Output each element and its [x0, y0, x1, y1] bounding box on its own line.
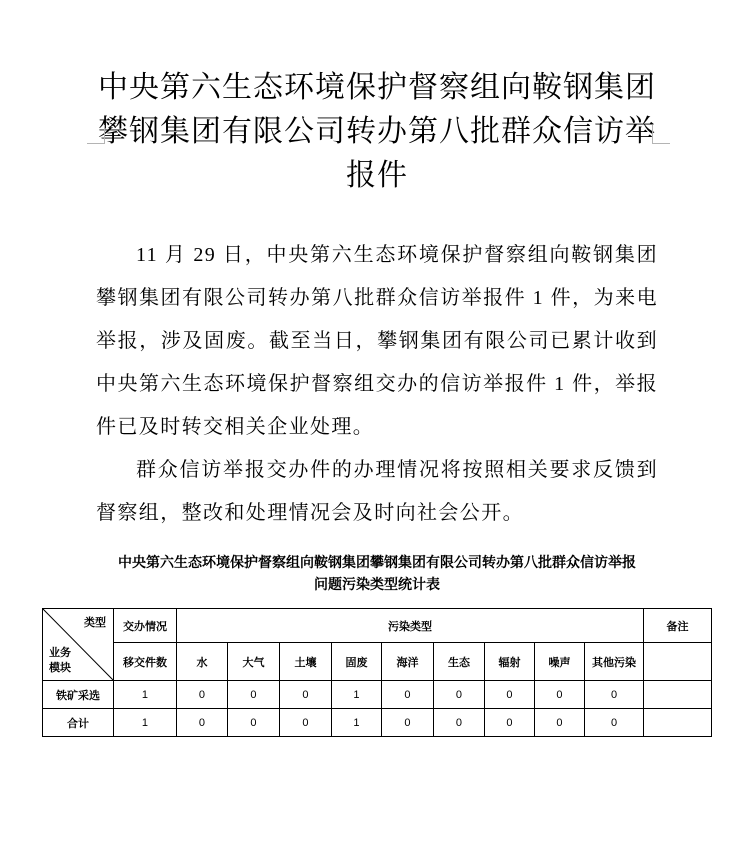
column-header-soil: 土壤 — [279, 643, 331, 681]
data-cell: 0 — [381, 709, 433, 737]
data-cell: 0 — [433, 709, 484, 737]
column-header-water: 水 — [176, 643, 227, 681]
data-cell: 0 — [176, 709, 227, 737]
remark-cell — [644, 709, 712, 737]
remark-subheader-cell — [644, 643, 712, 681]
page — [0, 66, 754, 859]
data-cell: 0 — [433, 681, 484, 709]
data-cell: 1 — [113, 681, 176, 709]
pollution-stats-table — [42, 608, 712, 737]
row-label: 合计 — [42, 709, 113, 737]
document-title: 中央第六生态环境保护督察组向鞍钢集团攀钢集团有限公司转办第八批群众信访举报件 — [98, 71, 656, 192]
margin-corner-mark-right — [652, 125, 670, 144]
data-cell: 1 — [113, 709, 176, 737]
data-cell: 1 — [331, 709, 381, 737]
table-caption: 中央第六生态环境保护督察组向鞍钢集团攀钢集团有限公司转办第八批群众信访举报问题污染类型统计表 — [118, 554, 636, 592]
data-cell: 0 — [584, 709, 643, 737]
corner-top-label: 类型 — [83, 617, 106, 629]
document-body — [96, 234, 658, 535]
header-remark: 备注 — [644, 609, 712, 643]
column-header-noise: 噪声 — [534, 643, 584, 681]
header-transfer-status: 交办情况 — [113, 609, 176, 643]
data-cell: 0 — [381, 681, 433, 709]
body-paragraph-1: 11 月 29 日，中央第六生态环境保护督察组向鞍钢集团攀钢集团有限公司转办第八批群众信访举报件 1 件，为来电举报，涉及固废。截至当日，攀钢集团有限公司已累计收到中央第六生态环境保护督察组交办的信访举报件 1 件，举报件已及时转交相关企业处理。 — [96, 244, 658, 438]
corner-bottom-label: 业务模块 — [48, 647, 71, 675]
body-paragraph-2: 群众信访举报交办件的办理情况将按照相关要求反馈到督察组，整改和处理情况会及时向社会公开。 — [96, 459, 658, 524]
column-header-solid-waste: 固废 — [331, 643, 381, 681]
column-header-ecology: 生态 — [433, 643, 484, 681]
data-cell: 0 — [227, 709, 279, 737]
data-cell: 0 — [279, 709, 331, 737]
row-label: 铁矿采选 — [42, 681, 113, 709]
column-header-radiation: 辐射 — [484, 643, 534, 681]
data-cell: 0 — [484, 681, 534, 709]
table-row — [42, 709, 711, 737]
data-cell: 1 — [331, 681, 381, 709]
column-header-ocean: 海洋 — [381, 643, 433, 681]
data-cell: 0 — [279, 681, 331, 709]
column-header-air: 大气 — [227, 643, 279, 681]
data-cell: 0 — [534, 709, 584, 737]
data-cell: 0 — [227, 681, 279, 709]
corner-header-cell — [42, 609, 113, 681]
margin-corner-mark-left — [87, 125, 105, 144]
column-header-transfer-count: 移交件数 — [113, 643, 176, 681]
column-header-other-pollution: 其他污染 — [584, 643, 643, 681]
data-cell: 0 — [484, 709, 534, 737]
data-cell: 0 — [534, 681, 584, 709]
table-row — [42, 681, 711, 709]
data-cell: 0 — [176, 681, 227, 709]
remark-cell — [644, 681, 712, 709]
header-pollution-type: 污染类型 — [176, 609, 643, 643]
data-cell: 0 — [584, 681, 643, 709]
